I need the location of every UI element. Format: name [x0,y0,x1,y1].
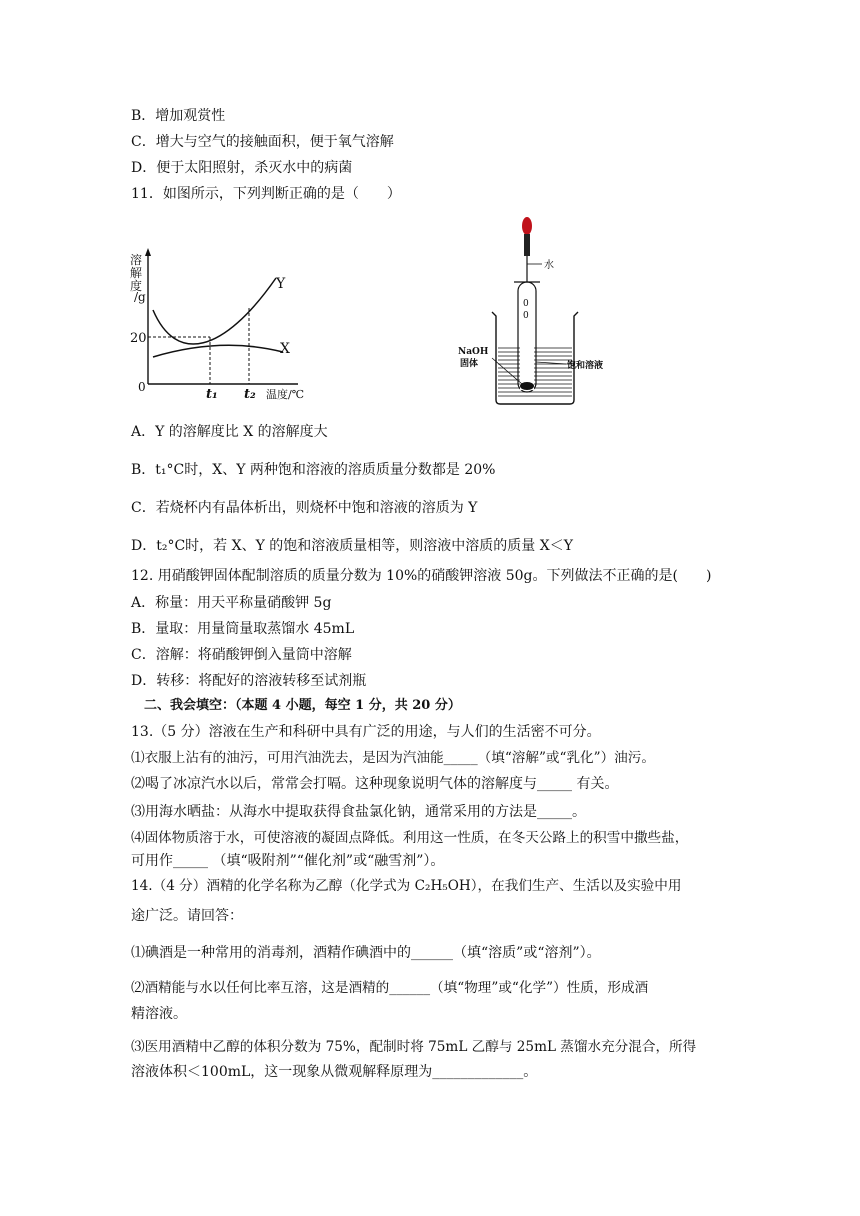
t1-label: t₁ [206,387,218,402]
q13-part-1: ⑴衣服上沾有的油污，可用汽油洗去，是因为汽油能_____（填“溶解”或“乳化”）油污。 [131,750,655,766]
option-b-q11: B．t₁°C时，X、Y 两种饱和溶液的溶质质量分数都是 20% [131,462,496,478]
solubility-graph [128,246,308,406]
y-tick-20: 20 [130,331,147,346]
q14-part-1: ⑴碘酒是一种常用的消毒剂，酒精作碘酒中的______（填“溶质”或“溶剂”）。 [131,945,601,961]
dropper-bulb [522,217,532,235]
t2-label: t₂ [244,387,256,402]
q13-part-4-line-2: 可用作_____ （填“吸附剂”“催化剂”或“融雪剂”）。 [131,853,445,869]
origin-label: 0 [138,380,146,394]
option-b-q12: B．量取：用量筒量取蒸馏水 45mL [131,621,355,637]
section-2-heading: 二、我会填空：（本题 4 小题，每空 1 分，共 20 分） [131,698,461,713]
curve-y-label: Y [276,276,286,292]
naoh-label-1: NaOH [458,347,489,357]
question-11-stem: 11．如图所示，下列判断正确的是（ ） [131,186,401,202]
beaker-figure [452,212,652,412]
x-axis-label: 温度/℃ [266,388,305,401]
naoh-solid [520,382,534,390]
curve-x-label: X [280,341,290,357]
option-a-q11: A．Y 的溶解度比 X 的溶解度大 [131,424,328,440]
option-c-q11: C．若烧杯内有晶体析出，则烧杯中饱和溶液的溶质为 Y [131,500,478,516]
option-d-q12: D．转移：将配好的溶液转移至试剂瓶 [131,673,367,689]
y-axis-label-char-1: 溶 [130,253,143,267]
question-14-stem-line-2: 途广泛。请回答： [131,908,243,924]
option-d-q11: D．t₂°C时，若 X、Y 的饱和溶液质量相等，则溶液中溶质的质量 X＜Y [131,538,573,554]
solution-label: 饱和溶液 [567,361,604,371]
svg-text:0: 0 [523,299,529,309]
option-b-q10: B．增加观赏性 [131,108,226,124]
q13-part-4-line-1: ⑷固体物质溶于水，可使溶液的凝固点降低。利用这一性质，在冬天公路上的积雪中撒些盐， [131,830,689,846]
beaker [492,312,578,404]
water-label: 水 [544,260,554,271]
q14-part-2-line-2: 精溶液。 [131,1006,187,1022]
q14-part-3-line-2: 溶液体积＜100mL，这一现象从微观解释原理为_____________。 [131,1064,538,1080]
option-c-q10: C．增大与空气的接触面积，便于氧气溶解 [131,134,394,150]
q14-part-2-line-1: ⑵酒精能与水以任何比率互溶，这是酒精的______（填“物理”或“化学”）性质，形成酒 [131,980,649,996]
question-12-stem: 12. 用硝酸钾固体配制溶质的质量分数为 10%的硝酸钾溶液 50g。下列做法不正确的是( ) [131,568,712,584]
y-axis-label-char-2: 解 [130,266,143,280]
y-axis-label-char-3: 度 [130,279,143,293]
option-d-q10: D．便于太阳照射，杀灭水中的病菌 [131,160,353,176]
q13-part-2: ⑵喝了冰凉汽水以后，常常会打嗝。这种现象说明气体的溶解度与_____ 有关。 [131,776,619,792]
question-13-stem: 13.（5 分）溶液在生产和科研中具有广泛的用途，与人们的生活密不可分。 [131,724,601,740]
option-c-q12: C．溶解：将硝酸钾倒入量筒中溶解 [131,647,352,663]
y-axis-label-char-4: /g [134,290,146,304]
q14-part-3-line-1: ⑶医用酒精中乙醇的体积分数为 75%，配制时将 75mL 乙醇与 25mL 蒸馏水充分混合，所得 [131,1039,697,1055]
option-a-q12: A．称量：用天平称量硝酸钾 5g [131,595,332,611]
curve-y [153,278,276,344]
q13-part-3: ⑶用海水晒盐：从海水中提取获得食盐氯化钠，通常采用的方法是_____。 [131,804,586,820]
curve-x [153,345,283,357]
naoh-label-2: 固体 [460,359,479,369]
question-14-stem-line-1: 14.（4 分）酒精的化学名称为乙醇（化学式为 C₂H₅OH），在我们生产、生活以及实验中用 [131,878,682,894]
svg-text:0: 0 [523,311,529,321]
